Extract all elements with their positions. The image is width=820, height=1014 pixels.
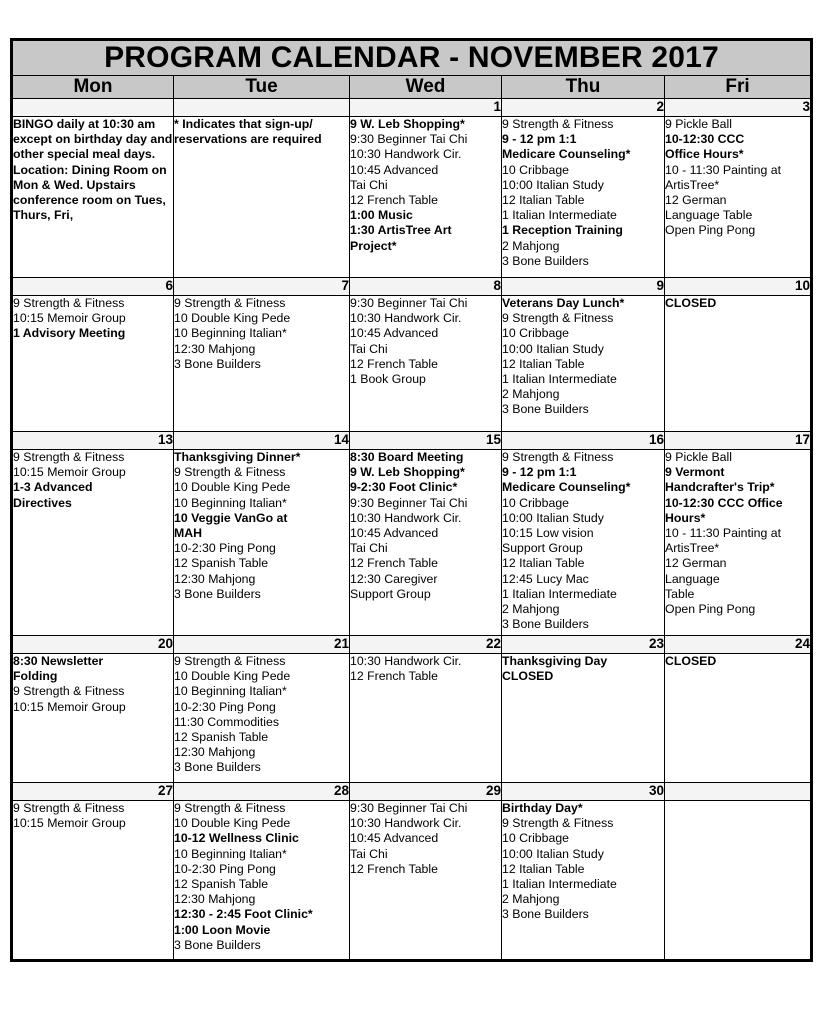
event-item: 10-12:30 CCC — [665, 132, 745, 147]
day-cell-28[interactable] — [174, 801, 350, 961]
event-item: Hours* — [665, 510, 706, 525]
event-list — [350, 296, 501, 387]
event-item: 10 - 11:30 Painting at — [665, 162, 781, 177]
event-item: 10:30 Handwork Cir. — [350, 510, 462, 525]
event-item: 10:00 Italian Study — [502, 510, 604, 525]
week-events-row — [12, 296, 812, 432]
event-item: Birthday Day* — [502, 801, 583, 815]
date-number-27[interactable]: 27 — [12, 783, 174, 801]
event-item: 9 Strength & Fitness — [13, 801, 125, 815]
event-list — [665, 296, 810, 311]
date-number-empty — [174, 99, 350, 117]
week-date-row — [12, 783, 812, 801]
event-item: 12 French Table — [350, 193, 438, 208]
calendar-body — [12, 99, 812, 961]
event-item: 12 Italian Table — [502, 356, 585, 371]
event-item: 12 Spanish Table — [174, 730, 269, 745]
event-item: 10 Beginning Italian* — [174, 495, 287, 510]
event-item: 10:15 Memoir Group — [13, 816, 126, 831]
date-number-14[interactable]: 14 — [174, 432, 350, 450]
event-list — [174, 296, 349, 372]
event-list — [665, 654, 810, 669]
note-text: BINGO daily at 10:30 am except on birthday day and other special meal days. Location: Dining Room on Mon & Wed. Upstairs conference room on Tues, Thurs, Fri, — [13, 117, 173, 223]
event-item: 12:30 - 2:45 Foot Clinic* — [174, 907, 313, 922]
event-item: 12:30 Caregiver — [350, 571, 438, 586]
event-item: 3 Bone Builders — [502, 617, 589, 632]
day-cell-16[interactable] — [502, 450, 665, 636]
event-item: Tai Chi — [350, 541, 388, 556]
event-item: 10 Veggie VanGo at — [174, 510, 288, 525]
week-events-row — [12, 450, 812, 636]
event-item: Language Table — [665, 208, 753, 223]
event-item: 8:30 Board Meeting — [350, 450, 464, 464]
event-item: CLOSED — [502, 669, 554, 684]
date-number-6[interactable]: 6 — [12, 278, 174, 296]
event-item: 1:00 Music — [350, 208, 413, 223]
event-item: 10:15 Low vision — [502, 526, 594, 541]
day-cell-7[interactable] — [174, 296, 350, 432]
event-item: 12 French Table — [350, 861, 438, 876]
event-item: 3 Bone Builders — [502, 253, 589, 268]
event-list — [174, 117, 349, 147]
date-number-15[interactable]: 15 — [350, 432, 502, 450]
event-item: MAH — [174, 526, 203, 541]
date-number-2[interactable]: 2 — [502, 99, 665, 117]
event-list — [502, 654, 664, 684]
event-item: Folding — [13, 669, 58, 684]
event-item: 10 Double King Pede — [174, 311, 291, 326]
event-item: 10:45 Advanced — [350, 526, 439, 541]
event-item: 3 Bone Builders — [502, 402, 589, 417]
day-header-tue: Tue — [174, 76, 350, 99]
event-item: 9 - 12 pm 1:1 — [502, 132, 577, 147]
date-number-21[interactable]: 21 — [174, 636, 350, 654]
event-item: 9 Strength & Fitness — [502, 450, 614, 464]
event-list — [174, 654, 349, 776]
event-item: 1 Reception Training — [502, 223, 623, 238]
event-list — [13, 117, 173, 223]
event-item: Project* — [350, 238, 397, 253]
event-item: 2 Mahjong — [502, 387, 560, 402]
event-item: 12:30 Mahjong — [174, 892, 256, 907]
event-item: 10-12:30 CCC Office — [665, 495, 783, 510]
date-number-28[interactable]: 28 — [174, 783, 350, 801]
event-item: 10 Cribbage — [502, 831, 569, 846]
event-item: 3 Bone Builders — [174, 356, 261, 371]
event-item: 10 Cribbage — [502, 162, 569, 177]
event-item: 12 Spanish Table — [174, 877, 269, 892]
day-cell-1[interactable] — [350, 117, 502, 278]
week-date-row — [12, 636, 812, 654]
event-item: 2 Mahjong — [502, 892, 560, 907]
event-item: 3 Bone Builders — [174, 937, 261, 952]
event-item: ArtisTree* — [665, 177, 720, 192]
event-item: 12 French Table — [350, 556, 438, 571]
event-item: 3 Bone Builders — [174, 760, 261, 775]
date-number-8[interactable]: 8 — [350, 278, 502, 296]
event-item: 1 Italian Intermediate — [502, 208, 617, 223]
event-item: Open Ping Pong — [665, 602, 756, 617]
event-item: Table — [665, 586, 695, 601]
event-item: 10 Double King Pede — [174, 816, 291, 831]
event-item: Veterans Day Lunch* — [502, 296, 625, 310]
day-cell-21[interactable] — [174, 654, 350, 783]
event-item: 10-2:30 Ping Pong — [174, 699, 276, 714]
date-number-23[interactable]: 23 — [502, 636, 665, 654]
date-number-13[interactable]: 13 — [12, 432, 174, 450]
day-header-fri: Fri — [665, 76, 812, 99]
week-events-row — [12, 801, 812, 961]
day-cell-14[interactable] — [174, 450, 350, 636]
event-item: Thanksgiving Dinner* — [174, 450, 301, 464]
note-text: * Indicates that sign-up/ reservations are required — [174, 117, 322, 147]
event-item: 9 Strength & Fitness — [502, 816, 614, 831]
event-item: 1-3 Advanced — [13, 480, 93, 495]
event-item: 1:30 ArtisTree Art — [350, 223, 452, 238]
week-date-row — [12, 99, 812, 117]
event-item: Handcrafter's Trip* — [665, 480, 775, 495]
day-cell-23[interactable] — [502, 654, 665, 783]
event-item: 10-2:30 Ping Pong — [174, 541, 276, 556]
event-item: 9:30 Beginner Tai Chi — [350, 132, 468, 147]
event-item: 12 Spanish Table — [174, 556, 269, 571]
event-item: 9 W. Leb Shopping* — [350, 465, 465, 480]
event-item: 9 - 12 pm 1:1 — [502, 465, 577, 480]
day-cell-20[interactable] — [12, 654, 174, 783]
event-list — [350, 801, 501, 877]
day-cell-30[interactable] — [502, 801, 665, 961]
event-item: 10 Beginning Italian* — [174, 846, 287, 861]
event-list — [350, 117, 501, 254]
event-item: 12 French Table — [350, 669, 438, 684]
event-item: 1 Book Group — [350, 372, 426, 387]
event-item: 10:15 Memoir Group — [13, 465, 126, 480]
date-number-empty — [12, 99, 174, 117]
date-number-20[interactable]: 20 — [12, 636, 174, 654]
day-cell-8[interactable] — [350, 296, 502, 432]
date-number-16[interactable]: 16 — [502, 432, 665, 450]
event-list — [502, 801, 664, 923]
week-events-row — [12, 654, 812, 783]
event-item: 9 Strength & Fitness — [502, 311, 614, 326]
event-item: Office Hours* — [665, 147, 744, 162]
event-item: 10:45 Advanced — [350, 326, 439, 341]
event-item: 12 Italian Table — [502, 556, 585, 571]
event-item: 8:30 Newsletter — [13, 654, 104, 668]
event-item: 10:15 Memoir Group — [13, 699, 126, 714]
event-list — [174, 450, 349, 602]
event-item: Support Group — [502, 541, 583, 556]
day-cell-24[interactable] — [665, 654, 812, 783]
event-item: 9:30 Beginner Tai Chi — [350, 296, 468, 310]
day-cell-9[interactable] — [502, 296, 665, 432]
event-item: 10 Double King Pede — [174, 480, 291, 495]
event-item: Directives — [13, 495, 72, 510]
event-item: 9 Strength & Fitness — [13, 450, 125, 464]
event-item: 1 Italian Intermediate — [502, 372, 617, 387]
event-item: 9 Strength & Fitness — [502, 117, 614, 131]
date-number-7[interactable]: 7 — [174, 278, 350, 296]
event-item: 9:30 Beginner Tai Chi — [350, 801, 468, 815]
date-number-empty — [665, 783, 812, 801]
event-item: 10 Cribbage — [502, 495, 569, 510]
event-item: Medicare Counseling* — [502, 480, 631, 495]
event-item: 9:30 Beginner Tai Chi — [350, 495, 468, 510]
calendar-title: PROGRAM CALENDAR - NOVEMBER 2017 — [12, 40, 812, 76]
event-item: 12 German — [665, 193, 727, 208]
event-item: 10:45 Advanced — [350, 162, 439, 177]
week-date-row — [12, 432, 812, 450]
event-item: Open Ping Pong — [665, 223, 756, 238]
event-item: 10 Double King Pede — [174, 669, 291, 684]
date-number-17[interactable]: 17 — [665, 432, 812, 450]
calendar-title-row — [12, 40, 812, 76]
info-note-cell[interactable] — [174, 117, 350, 278]
program-calendar-table — [10, 38, 813, 962]
event-item: Medicare Counseling* — [502, 147, 631, 162]
event-list — [665, 117, 810, 239]
event-item: 10:30 Handwork Cir. — [350, 816, 462, 831]
event-item: 9 Strength & Fitness — [13, 684, 125, 699]
event-item: 1 Advisory Meeting — [13, 326, 126, 341]
event-item: 10:30 Handwork Cir. — [350, 311, 462, 326]
event-list — [13, 654, 173, 715]
event-item: 10 Beginning Italian* — [174, 326, 287, 341]
event-item: 12:30 Mahjong — [174, 745, 256, 760]
date-number-24[interactable]: 24 — [665, 636, 812, 654]
event-item: 10:45 Advanced — [350, 831, 439, 846]
info-note-cell[interactable] — [12, 117, 174, 278]
date-number-29[interactable]: 29 — [350, 783, 502, 801]
event-list — [502, 450, 664, 632]
event-list — [350, 450, 501, 602]
event-item: 10:00 Italian Study — [502, 846, 604, 861]
day-cell-6[interactable] — [12, 296, 174, 432]
event-item: 10 - 11:30 Painting at — [665, 526, 781, 541]
event-item: 10 Cribbage — [502, 326, 569, 341]
event-item: ArtisTree* — [665, 541, 720, 556]
event-item: 3 Bone Builders — [502, 907, 589, 922]
event-item: 9 Strength & Fitness — [13, 296, 125, 310]
event-item: 9-2:30 Foot Clinic* — [350, 480, 458, 495]
event-item: 9 Strength & Fitness — [174, 296, 286, 310]
event-item: 1:00 Loon Movie — [174, 922, 271, 937]
event-item: 11:30 Commodities — [174, 714, 280, 729]
day-cell-3[interactable] — [665, 117, 812, 278]
event-item: 10-2:30 Ping Pong — [174, 861, 276, 876]
event-item: 10:15 Memoir Group — [13, 311, 126, 326]
event-item: Tai Chi — [350, 177, 388, 192]
event-item: 1 Italian Intermediate — [502, 877, 617, 892]
day-cell-15[interactable] — [350, 450, 502, 636]
event-item: 9 W. Leb Shopping* — [350, 117, 465, 131]
day-cell-13[interactable] — [12, 450, 174, 636]
day-header-thu: Thu — [502, 76, 665, 99]
event-item: 9 Pickle Ball — [665, 450, 732, 464]
date-number-30[interactable]: 30 — [502, 783, 665, 801]
event-item: Support Group — [350, 586, 431, 601]
event-item: 12:30 Mahjong — [174, 571, 256, 586]
day-cell-22[interactable] — [350, 654, 502, 783]
event-item: Language — [665, 571, 720, 586]
event-list — [350, 654, 501, 684]
event-item: 2 Mahjong — [502, 238, 560, 253]
event-item: 2 Mahjong — [502, 602, 560, 617]
event-list — [502, 296, 664, 418]
date-number-3[interactable]: 3 — [665, 99, 812, 117]
event-item: 1 Italian Intermediate — [502, 586, 617, 601]
day-cell-10[interactable] — [665, 296, 812, 432]
event-item: Tai Chi — [350, 341, 388, 356]
day-cell-29[interactable] — [350, 801, 502, 961]
event-item: 10 Beginning Italian* — [174, 684, 287, 699]
event-item: 9 Pickle Ball — [665, 117, 732, 131]
event-list — [665, 450, 810, 617]
event-list — [13, 801, 173, 831]
event-item: 9 Strength & Fitness — [174, 465, 286, 480]
day-cell-empty[interactable] — [665, 801, 812, 961]
event-item: 3 Bone Builders — [174, 586, 261, 601]
event-item: 10:00 Italian Study — [502, 341, 604, 356]
event-item: 12:45 Lucy Mac — [502, 571, 589, 586]
event-list — [13, 296, 173, 342]
day-header-mon: Mon — [12, 76, 174, 99]
event-item: CLOSED — [665, 296, 717, 310]
calendar-header — [12, 40, 812, 99]
day-cell-27[interactable] — [12, 801, 174, 961]
week-events-row — [12, 117, 812, 278]
event-item: 12 German — [665, 556, 727, 571]
week-date-row — [12, 278, 812, 296]
event-item: Thanksgiving Day — [502, 654, 608, 668]
date-number-1[interactable]: 1 — [350, 99, 502, 117]
event-item: 12:30 Mahjong — [174, 341, 256, 356]
event-item: 9 Vermont — [665, 465, 725, 480]
event-item: 9 Strength & Fitness — [174, 654, 286, 668]
event-item: 12 Italian Table — [502, 861, 585, 876]
event-item: 12 French Table — [350, 356, 438, 371]
event-item: 10:30 Handwork Cir. — [350, 654, 462, 668]
day-cell-17[interactable] — [665, 450, 812, 636]
day-name-row — [12, 76, 812, 99]
day-header-wed: Wed — [350, 76, 502, 99]
event-item: 10-12 Wellness Clinic — [174, 831, 299, 846]
event-item: Tai Chi — [350, 846, 388, 861]
event-list — [502, 117, 664, 269]
date-number-9[interactable]: 9 — [502, 278, 665, 296]
day-cell-2[interactable] — [502, 117, 665, 278]
event-item: 12 Italian Table — [502, 193, 585, 208]
date-number-22[interactable]: 22 — [350, 636, 502, 654]
event-item: 9 Strength & Fitness — [174, 801, 286, 815]
event-item: 10:00 Italian Study — [502, 177, 604, 192]
date-number-10[interactable]: 10 — [665, 278, 812, 296]
event-list — [13, 450, 173, 511]
event-list — [174, 801, 349, 953]
event-item: 10:30 Handwork Cir. — [350, 147, 462, 162]
event-item: CLOSED — [665, 654, 717, 668]
